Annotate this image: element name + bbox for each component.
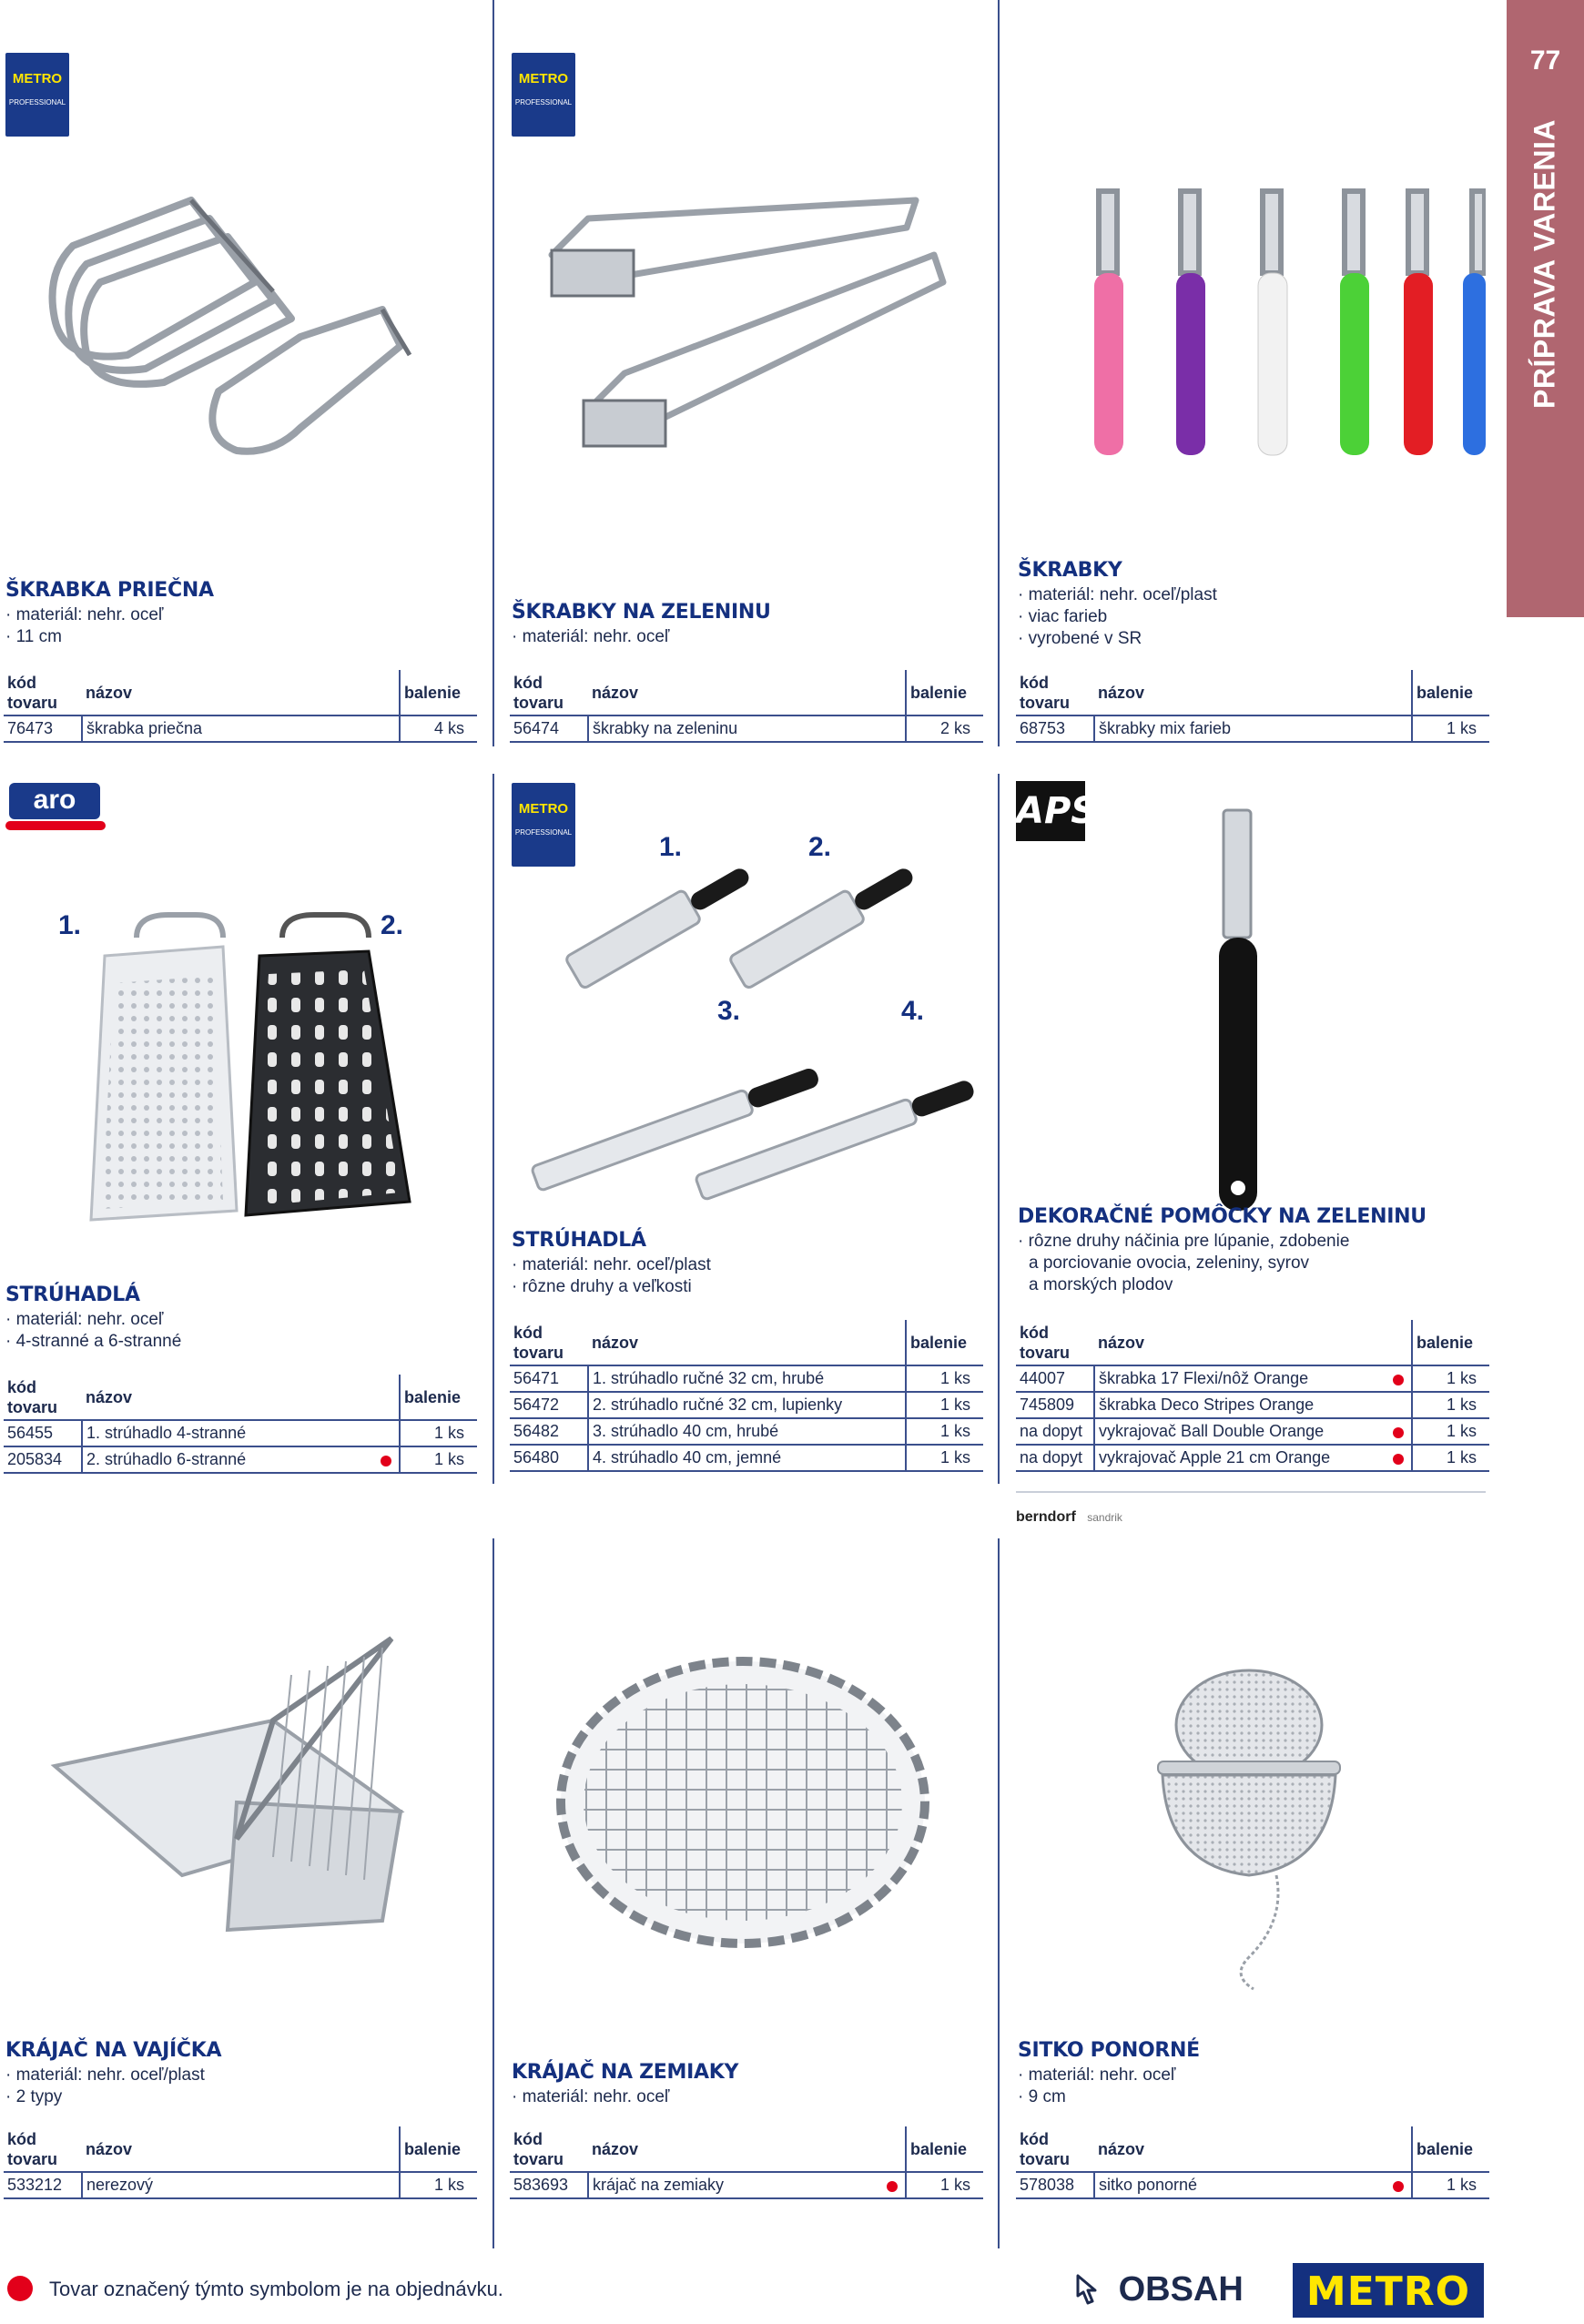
spec-item: · materiál: nehr. oceľ [5, 1309, 181, 1331]
decorating-tool-image [1012, 801, 1486, 1229]
spec-item: · viac farieb [1018, 606, 1217, 628]
product-pack: 2 ks [906, 715, 983, 742]
aro-logo: aro [5, 783, 106, 837]
product-code: 578038 [1016, 2172, 1094, 2198]
spec-item: · 2 typy [5, 2086, 205, 2108]
product-title: ŠKRABKY NA ZELENINU [512, 601, 771, 624]
metro-logo: METRO [1293, 2263, 1484, 2318]
header-pack: balenie [906, 1320, 983, 1365]
product-code: 533212 [4, 2172, 82, 2198]
header-code: kód tovaru [4, 670, 82, 715]
product-pack: 1 ks [1412, 2172, 1489, 2198]
product-card [506, 0, 980, 756]
column-divider [492, 1538, 494, 2248]
product-pack: 1 ks [1412, 1445, 1489, 1471]
order-only-icon [381, 1456, 391, 1466]
row-divider [1016, 1491, 1486, 1493]
product-code: 205834 [4, 1446, 82, 1473]
product-name: 4. strúhadlo 40 cm, jemné [588, 1445, 906, 1471]
hand-graters-image [506, 828, 980, 1238]
product-pack: 4 ks [400, 715, 477, 742]
table-row [510, 1418, 983, 1445]
header-pack: balenie [400, 1375, 477, 1420]
product-pack: 1 ks [400, 1446, 477, 1473]
product-title: ŠKRABKY [1018, 559, 1122, 582]
table-row [4, 715, 477, 742]
product-pack: 1 ks [400, 2172, 477, 2198]
product-specs [1018, 584, 1217, 650]
table-row [4, 1420, 477, 1446]
header-name: názov [82, 670, 400, 715]
product-code: 56480 [510, 1445, 588, 1471]
column-divider [492, 0, 494, 746]
product-code: 44007 [1016, 1365, 1094, 1392]
order-only-icon [1393, 1427, 1404, 1438]
spec-item: · rôzne druhy náčinia pre lúpanie, zdobenie [1018, 1231, 1349, 1253]
header-pack: balenie [400, 670, 477, 715]
product-name: nerezový [82, 2172, 400, 2198]
product-specs [1018, 1231, 1349, 1296]
product-pack: 1 ks [1412, 1418, 1489, 1445]
product-code: 56482 [510, 1418, 588, 1445]
header-name: názov [1094, 670, 1412, 715]
product-table [1016, 2126, 1489, 2199]
product-name: škrabka Deco Stripes Orange [1094, 1392, 1412, 1418]
header-code: kód tovaru [1016, 670, 1094, 715]
product-title: DEKORAČNÉ POMÔCKY NA ZELENINU [1018, 1205, 1427, 1228]
product-pack: 1 ks [906, 1365, 983, 1392]
spec-item: · rôzne druhy a veľkosti [512, 1276, 711, 1298]
table-row [4, 2172, 477, 2198]
spec-item: a morských plodov [1029, 1275, 1173, 1294]
box-graters-image [0, 910, 473, 1238]
header-pack: balenie [1412, 1320, 1489, 1365]
product-specs [5, 1309, 181, 1353]
table-row [510, 2172, 983, 2198]
product-code: na dopyt [1016, 1445, 1094, 1471]
product-pack: 1 ks [1412, 1365, 1489, 1392]
section-title: PRÍPRAVA VARENIA [1528, 119, 1561, 409]
product-code: 68753 [1016, 715, 1094, 742]
product-table [510, 2126, 983, 2199]
peeler-image [0, 173, 473, 473]
header-pack: balenie [906, 670, 983, 715]
header-name: názov [588, 1320, 906, 1365]
product-pack: 1 ks [906, 1445, 983, 1471]
product-variant-label: 3. [717, 996, 741, 1026]
product-pack: 1 ks [906, 1418, 983, 1445]
aps-logo: APS [1016, 781, 1085, 841]
header-name: názov [588, 670, 906, 715]
table-row [510, 1365, 983, 1392]
contents-label: OBSAH [1118, 2270, 1244, 2309]
product-card [0, 774, 473, 1484]
product-card [0, 0, 473, 756]
product-variant-label: 2. [381, 910, 404, 940]
product-card [1012, 774, 1486, 1484]
metro-professional-logo: METRO PROFESSIONAL [5, 53, 69, 137]
table-row [4, 1446, 477, 1473]
product-code: 56474 [510, 715, 588, 742]
header-name: názov [1094, 2126, 1412, 2172]
egg-slicer-image [0, 1620, 473, 2003]
product-specs [512, 1254, 711, 1298]
product-code: 56472 [510, 1392, 588, 1418]
product-name: sitko ponorné [1094, 2172, 1412, 2198]
product-pack: 1 ks [1412, 1392, 1489, 1418]
header-code: kód tovaru [510, 1320, 588, 1365]
spec-item: · 9 cm [1018, 2086, 1175, 2108]
table-row [510, 715, 983, 742]
column-divider [998, 774, 1000, 1484]
header-code: kód tovaru [1016, 1320, 1094, 1365]
metro-professional-logo: METRO PROFESSIONAL [512, 783, 575, 867]
header-name: názov [82, 2126, 400, 2172]
product-specs [1018, 2065, 1175, 2108]
product-specs [5, 2065, 205, 2108]
column-divider [998, 1538, 1000, 2248]
product-title: ŠKRABKA PRIEČNA [5, 579, 214, 602]
spec-item: a porciovanie ovocia, zeleniny, syrov [1029, 1253, 1310, 1273]
product-code: 583693 [510, 2172, 588, 2198]
product-table [1016, 1320, 1489, 1472]
tea-strainer-image [1012, 1657, 1486, 2003]
product-variant-label: 1. [58, 910, 82, 940]
table-row [510, 1445, 983, 1471]
section-tab [1507, 0, 1584, 617]
product-name: krájač na zemiaky [588, 2172, 906, 2198]
header-code: kód tovaru [4, 1375, 82, 1420]
product-table [4, 2126, 477, 2199]
order-only-icon [887, 2181, 898, 2192]
header-name: názov [588, 2126, 906, 2172]
product-table [1016, 670, 1489, 743]
product-card [1012, 0, 1486, 756]
berndorf-sandrik-logo: berndorf sandrik [1016, 1509, 1122, 1525]
spec-item: · materiál: nehr. oceľ/plast [5, 2065, 205, 2086]
order-only-icon [1393, 1454, 1404, 1465]
product-title: STRÚHADLÁ [512, 1229, 646, 1252]
header-code: kód tovaru [4, 2126, 82, 2172]
product-pack: 1 ks [400, 1420, 477, 1446]
peelers-image [1012, 182, 1486, 473]
product-table [510, 670, 983, 743]
table-row [510, 1392, 983, 1418]
product-card [0, 1538, 473, 2248]
product-specs [512, 2086, 669, 2108]
product-code: 76473 [4, 715, 82, 742]
header-pack: balenie [1412, 670, 1489, 715]
product-name: 1. strúhadlo 4-stranné [82, 1420, 400, 1446]
spec-item: · materiál: nehr. oceľ/plast [1018, 584, 1217, 606]
product-code: 56455 [4, 1420, 82, 1446]
product-pack: 1 ks [906, 2172, 983, 2198]
order-only-icon [1393, 1375, 1404, 1385]
spec-item: · materiál: nehr. oceľ/plast [512, 1254, 711, 1276]
product-code: 56471 [510, 1365, 588, 1392]
spec-item: · materiál: nehr. oceľ [1018, 2065, 1175, 2086]
spec-item: · materiál: nehr. oceľ [512, 626, 669, 648]
contents-link[interactable] [1071, 2270, 1244, 2310]
product-name: škrabka priečna [82, 715, 400, 742]
product-name: 2. strúhadlo ručné 32 cm, lupienky [588, 1392, 906, 1418]
product-specs [5, 604, 163, 648]
product-table [4, 1375, 477, 1474]
table-row [1016, 1392, 1489, 1418]
metro-professional-logo: METRO PROFESSIONAL [512, 53, 575, 137]
spec-item: · vyrobené v SR [1018, 628, 1217, 650]
potato-slicer-image [506, 1629, 980, 1975]
product-variant-label: 1. [659, 832, 683, 862]
header-pack: balenie [1412, 2126, 1489, 2172]
header-pack: balenie [906, 2126, 983, 2172]
product-variant-label: 4. [901, 996, 925, 1026]
product-title: SITKO PONORNÉ [1018, 2039, 1200, 2062]
product-name: škrabka 17 Flexi/nôž Orange [1094, 1365, 1412, 1392]
header-code: kód tovaru [510, 2126, 588, 2172]
spec-item: · materiál: nehr. oceľ [512, 2086, 669, 2108]
product-name: 1. strúhadlo ručné 32 cm, hrubé [588, 1365, 906, 1392]
header-name: názov [1094, 1320, 1412, 1365]
page-number: 77 [1529, 46, 1561, 76]
product-card [506, 774, 980, 1484]
product-name: škrabky na zeleninu [588, 715, 906, 742]
product-specs [512, 626, 669, 648]
spec-item: · 4-stranné a 6-stranné [5, 1331, 181, 1353]
product-name: vykrajovač Apple 21 cm Orange [1094, 1445, 1412, 1471]
product-title: KRÁJAČ NA VAJÍČKA [5, 2039, 222, 2062]
header-pack: balenie [400, 2126, 477, 2172]
product-code: 745809 [1016, 1392, 1094, 1418]
table-row [1016, 1365, 1489, 1392]
product-title: STRÚHADLÁ [5, 1284, 140, 1306]
product-pack: 1 ks [1412, 715, 1489, 742]
table-row [1016, 1445, 1489, 1471]
product-table [4, 670, 477, 743]
spec-item: · materiál: nehr. oceľ [5, 604, 163, 626]
order-only-legend: Tovar označený týmto symbolom je na objednávku. [49, 2278, 503, 2300]
product-name: 2. strúhadlo 6-stranné [82, 1446, 400, 1473]
product-name: škrabky mix farieb [1094, 715, 1412, 742]
header-code: kód tovaru [510, 670, 588, 715]
peeler-image [506, 182, 980, 473]
product-card [1012, 1502, 1486, 2248]
product-variant-label: 2. [808, 832, 832, 862]
header-name: názov [82, 1375, 400, 1420]
header-code: kód tovaru [1016, 2126, 1094, 2172]
table-row [1016, 715, 1489, 742]
product-card [506, 1538, 980, 2248]
hand-pointer-icon [1071, 2272, 1109, 2310]
order-only-legend-icon [7, 2276, 33, 2301]
column-divider [998, 0, 1000, 746]
table-row [1016, 2172, 1489, 2198]
spec-item: · 11 cm [5, 626, 163, 648]
order-only-icon [1393, 2181, 1404, 2192]
product-title: KRÁJAČ NA ZEMIAKY [512, 2061, 739, 2084]
product-code: na dopyt [1016, 1418, 1094, 1445]
product-pack: 1 ks [906, 1392, 983, 1418]
table-row [1016, 1418, 1489, 1445]
product-table [510, 1320, 983, 1472]
column-divider [492, 774, 494, 1484]
product-name: 3. strúhadlo 40 cm, hrubé [588, 1418, 906, 1445]
product-name: vykrajovač Ball Double Orange [1094, 1418, 1412, 1445]
